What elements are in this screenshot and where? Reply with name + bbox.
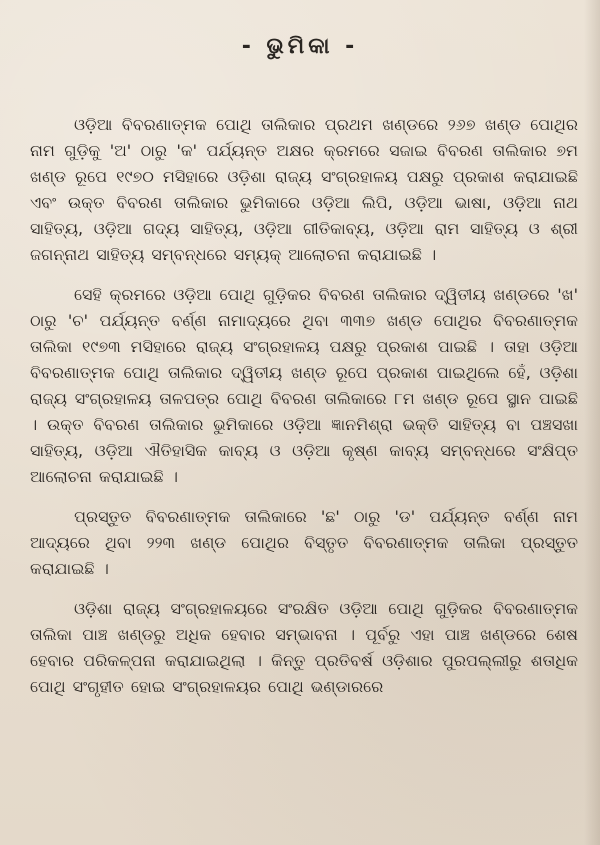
paragraph-3: ପ୍ରସ୍ତୁତ ବିବରଣାତ୍ମକ ତାଲିକାରେ 'ଛ' ଠାରୁ 'ଡ' ପର୍ଯ୍ୟନ୍ତ ବର୍ଣ୍ଣ ନାମ ଆଦ୍ୟରେ ଥିବା ୨୨୩ ଖଣ୍ଡ ପୋଥିର ବିସ୍ତୃତ ବିବରଣାତ୍ମକ ତାଲିକା ପ୍ରସ୍ତୁତ କରାଯାଇଛି ।	[30, 507, 578, 578]
paragraph-1: ଓଡ଼ିଆ ବିବରଣାତ୍ମକ ପୋଥି ତାଲିକାର ପ୍ରଥମ ଖଣ୍ଡରେ ୨୬୭ ଖଣ୍ଡ ପୋଥିର ନାମ ଗୁଡ଼ିକୁ 'ଅ' ଠାରୁ 'କ' ପର୍ଯ୍ୟନ୍ତ ଅକ୍ଷର କ୍ରମରେ ସଜାଇ ବିବରଣ ତାଲିକାର ୭ମ ଖଣ୍ଡ ରୂପେ ୧୯୭୦ ମସିହାରେ ଓଡ଼ିଶା ରାଜ୍ୟ ସଂଗ୍ରହାଳୟ ପକ୍ଷରୁ ପ୍ରକାଶ କରାଯାଇଛି ଏବଂ ଉକ୍ତ ବିବରଣ ତାଲିକାର ଭୁମିକାରେ ଓଡ଼ିଆ ଲିପି, ଓଡ଼ିଆ ଭାଷା, ଓଡ଼ିଆ ନାଥ ସାହିତ୍ୟ, ଓଡ଼ିଆ ଗଦ୍ୟ ସାହିତ୍ୟ, ଓଡ଼ିଆ ଗୀତିକାବ୍ୟ, ଓଡ଼ିଆ ରାମ ସାହିତ୍ୟ ଓ ଶ୍ରୀ ଜଗନ୍ନାଥ ସାହିତ୍ୟ ସମ୍ବନ୍ଧରେ ସମ୍ୟକ୍ ଆଲୋଚନା କରାଯାଇଛି ।	[30, 115, 578, 264]
paragraph-4: ଓଡ଼ିଶା ରାଜ୍ୟ ସଂଗ୍ରହାଳୟରେ ସଂରକ୍ଷିତ ଓଡ଼ିଆ ପୋଥି ଗୁଡ଼ିକର ବିବରଣାତ୍ମକ ତାଲିକା ପାଞ୍ଚ ଖଣ୍ଡରୁ ଅଧିକ ହେବାର ସମ୍ଭାବନା । ପୂର୍ବରୁ ଏହା ପାଞ୍ଚ ଖଣ୍ଡରେ ଶେଷ ହେବାର ପରିକଳ୍ପନା କରାଯାଇଥିଲା । କିନ୍ତୁ ପ୍ରତିବର୍ଷ ଓଡ଼ିଶାର ପୁରପଲ୍ଲୀରୁ ଶତାଧିକ ପୋଥି ସଂଗୃହୀତ ହୋଇ ସଂଗ୍ରହାଳୟର ପୋଥି ଭଣ୍ଡାରରେ	[30, 599, 578, 696]
page-title: - ଭୁମିକା -	[241, 34, 359, 59]
page-edge-shadow	[584, 0, 600, 845]
body-text	[30, 112, 578, 714]
paragraph-2: ସେହି କ୍ରମରେ ଓଡ଼ିଆ ପୋଥି ଗୁଡ଼ିକର ବିବରଣ ତାଲିକାର ଦ୍ୱିତୀୟ ଖଣ୍ଡରେ 'ଖ' ଠାରୁ 'ଚ' ପର୍ଯ୍ୟନ୍ତ ବର୍ଣ୍ଣ ନାମାଦ୍ୟରେ ଥିବା ୩୩୭ ଖଣ୍ଡ ପୋଥିର ବିବରଣାତ୍ମକ ତାଲିକା ୧୯୭୩ ମସିହାରେ ରାଜ୍ୟ ସଂଗ୍ରହାଳୟ ପକ୍ଷରୁ ପ୍ରକାଶ ପାଇଛି । ତାହା ଓଡ଼ିଆ ବିବରଣାତ୍ମକ ପୋଥି ତାଲିକାର ଦ୍ୱିତୀୟ ଖଣ୍ଡ ରୂପେ ପ୍ରକାଶ ପାଇଥିଲେ ହେଁ, ଓଡ଼ିଶା ରାଜ୍ୟ ସଂଗ୍ରହାଳୟ ତାଳପତ୍ର ପୋଥି ବିବରଣ ତାଲିକାରେ ୮ମ ଖଣ୍ଡ ରୂପେ ସ୍ଥାନ ପାଇଛି । ଉକ୍ତ ବିବରଣ ତାଲିକାର ଭୁମିକାରେ ଓଡ଼ିଆ ଜ୍ଞାନମିଶ୍ରା ଭକ୍ତି ସାହିତ୍ୟ ବା ପଞ୍ଚସଖା ସାହିତ୍ୟ, ଓଡ଼ିଆ ଐତିହାସିକ କାବ୍ୟ ଓ ଓଡ଼ିଆ କୃଷ୍ଣ କାବ୍ୟ ସମ୍ବନ୍ଧରେ ସଂକ୍ଷିପ୍ତ ଆଲୋଚନା କରାଯାଇଛି ।	[30, 285, 578, 486]
